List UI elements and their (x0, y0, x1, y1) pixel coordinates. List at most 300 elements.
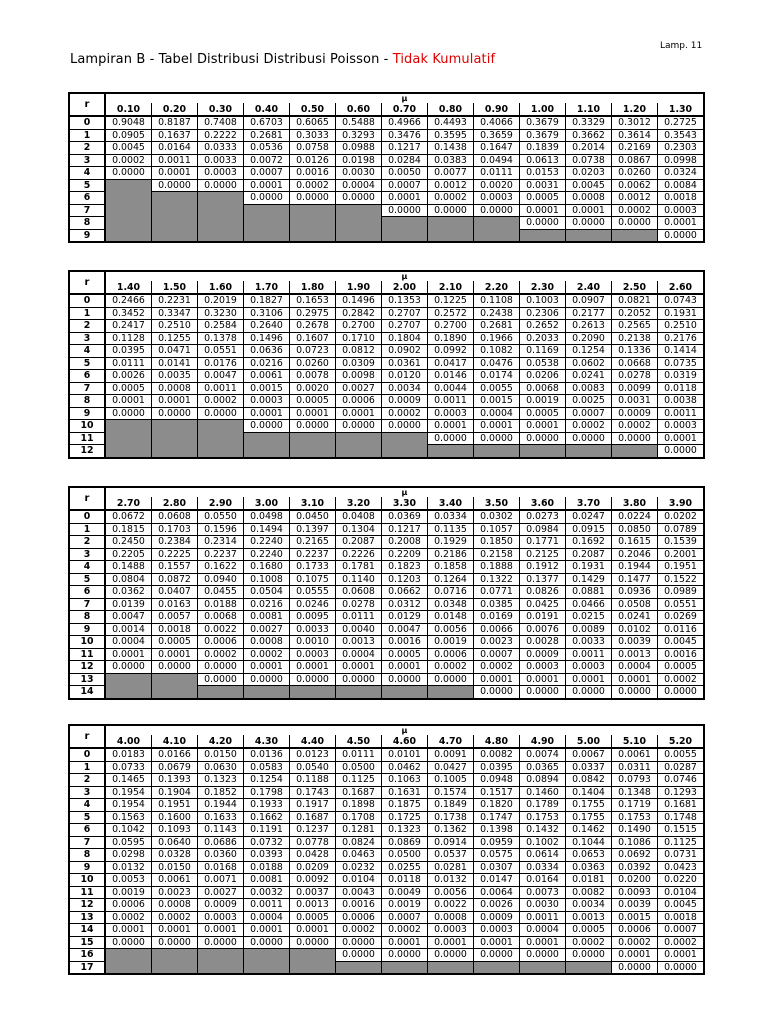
probability-cell: 0.0319 (658, 370, 705, 383)
probability-cell: 0.0164 (152, 142, 198, 155)
row-r-label: 10 (69, 874, 105, 887)
probability-cell: 0.0045 (658, 899, 705, 912)
probability-cell: 0.0022 (198, 623, 244, 636)
probability-cell: 0.0026 (474, 899, 520, 912)
probability-cell: 0.0050 (382, 167, 428, 180)
probability-cell: 0.0076 (520, 623, 566, 636)
probability-cell: 0.1929 (428, 536, 474, 549)
table-row (69, 407, 704, 420)
probability-cell: 0.0000 (658, 961, 705, 974)
table-row (69, 748, 704, 761)
probability-cell: 0.0191 (520, 611, 566, 624)
probability-cell: 0.0455 (198, 586, 244, 599)
row-r-label: 10 (69, 636, 105, 649)
mu-value: 3.80 (612, 497, 658, 510)
probability-cell: 0.0005 (152, 636, 198, 649)
empty-cell (105, 686, 152, 699)
empty-cell (152, 432, 198, 445)
probability-cell: 0.1429 (566, 573, 612, 586)
probability-cell: 0.0039 (612, 899, 658, 912)
probability-cell: 0.0019 (428, 636, 474, 649)
probability-cell: 0.0001 (198, 924, 244, 937)
mu-value: 3.00 (244, 497, 290, 510)
probability-cell: 0.1438 (428, 142, 474, 155)
mu-value: 4.80 (474, 735, 520, 748)
empty-cell (198, 229, 244, 242)
empty-cell (428, 445, 474, 458)
probability-cell: 0.0007 (474, 648, 520, 661)
probability-cell: 0.0000 (612, 961, 658, 974)
probability-cell: 0.0001 (520, 420, 566, 433)
probability-cell: 0.0575 (474, 849, 520, 862)
probability-cell: 0.1293 (658, 786, 705, 799)
probability-cell: 0.0047 (105, 611, 152, 624)
probability-cell: 0.0004 (612, 661, 658, 674)
probability-cell: 0.0001 (152, 167, 198, 180)
mu-value: 3.30 (382, 497, 428, 510)
probability-cell: 0.0602 (566, 357, 612, 370)
empty-cell (105, 179, 152, 192)
probability-cell: 0.0039 (612, 636, 658, 649)
page-label: Lamp. 11 (660, 41, 703, 51)
probability-cell: 0.2226 (336, 548, 382, 561)
table-row (69, 167, 704, 180)
row-r-label: 14 (69, 686, 105, 699)
empty-cell (290, 445, 336, 458)
probability-cell: 0.0044 (428, 382, 474, 395)
probability-cell: 0.0003 (520, 661, 566, 674)
mu-value: 3.40 (428, 497, 474, 510)
row-r-label: 11 (69, 432, 105, 445)
probability-cell: 0.0082 (566, 886, 612, 899)
probability-cell: 0.0000 (382, 204, 428, 217)
probability-cell: 0.1820 (474, 799, 520, 812)
table-row (69, 586, 704, 599)
probability-cell: 0.0988 (336, 142, 382, 155)
probability-cell: 0.0298 (105, 849, 152, 862)
probability-cell: 0.0014 (105, 623, 152, 636)
probability-cell: 0.0000 (474, 432, 520, 445)
probability-cell: 0.1517 (474, 786, 520, 799)
probability-cell: 0.0000 (428, 204, 474, 217)
table-row (69, 192, 704, 205)
empty-cell (382, 961, 428, 974)
probability-cell: 0.0015 (244, 382, 290, 395)
probability-cell: 0.0940 (198, 573, 244, 586)
probability-cell: 0.1378 (198, 332, 244, 345)
probability-cell: 0.1191 (244, 824, 290, 837)
empty-cell (105, 432, 152, 445)
probability-cell: 0.1647 (474, 142, 520, 155)
empty-cell (290, 949, 336, 962)
row-r-label: 13 (69, 673, 105, 686)
probability-cell: 0.1596 (198, 523, 244, 536)
header-row (69, 487, 704, 497)
probability-cell: 0.2008 (382, 536, 428, 549)
probability-cell: 0.0150 (152, 861, 198, 874)
row-r-label: 4 (69, 561, 105, 574)
probability-cell: 0.0001 (474, 936, 520, 949)
probability-cell: 0.0025 (566, 395, 612, 408)
probability-cell: 0.0216 (244, 598, 290, 611)
probability-cell: 0.0902 (382, 345, 428, 358)
probability-cell: 0.0000 (566, 949, 612, 962)
probability-cell: 0.3033 (290, 129, 336, 142)
empty-cell (198, 432, 244, 445)
probability-cell: 0.0738 (566, 154, 612, 167)
probability-cell: 0.0006 (336, 395, 382, 408)
probability-cell: 0.3662 (566, 129, 612, 142)
probability-cell: 0.1539 (658, 536, 705, 549)
r-header: r (69, 725, 105, 748)
probability-cell: 0.2303 (658, 142, 705, 155)
row-r-label: 10 (69, 420, 105, 433)
probability-cell: 0.0018 (658, 911, 705, 924)
probability-cell: 0.0101 (382, 748, 428, 761)
probability-cell: 0.0000 (520, 686, 566, 699)
probability-cell: 0.0007 (382, 179, 428, 192)
empty-cell (336, 217, 382, 230)
probability-cell: 0.0000 (244, 673, 290, 686)
probability-cell: 0.0072 (244, 154, 290, 167)
probability-cell: 0.0002 (290, 179, 336, 192)
probability-cell: 0.1002 (520, 836, 566, 849)
probability-cell: 0.0016 (382, 636, 428, 649)
probability-cell: 0.0089 (566, 623, 612, 636)
row-r-label: 2 (69, 536, 105, 549)
probability-cell: 0.2306 (520, 307, 566, 320)
probability-cell: 0.0004 (336, 179, 382, 192)
row-r-label: 2 (69, 320, 105, 333)
probability-cell: 0.0001 (382, 192, 428, 205)
probability-cell: 0.0001 (474, 420, 520, 433)
mu-value: 0.70 (382, 103, 428, 116)
probability-cell: 0.0002 (612, 420, 658, 433)
probability-cell: 0.1748 (658, 811, 705, 824)
row-r-label: 6 (69, 192, 105, 205)
probability-cell: 0.0011 (428, 395, 474, 408)
row-r-label: 3 (69, 332, 105, 345)
probability-cell: 0.1515 (658, 824, 705, 837)
empty-cell (290, 961, 336, 974)
probability-cell: 0.0476 (474, 357, 520, 370)
probability-cell: 0.1082 (474, 345, 520, 358)
probability-cell: 0.0099 (612, 382, 658, 395)
probability-cell: 0.0007 (658, 924, 705, 937)
probability-cell: 0.0009 (474, 911, 520, 924)
row-r-label: 2 (69, 142, 105, 155)
row-r-label: 9 (69, 407, 105, 420)
probability-cell: 0.3614 (612, 129, 658, 142)
empty-cell (290, 686, 336, 699)
probability-cell: 0.1063 (382, 774, 428, 787)
mu-value: 2.20 (474, 281, 520, 294)
mu-value: 0.50 (290, 103, 336, 116)
header-row (69, 271, 704, 281)
probability-cell: 0.0278 (336, 598, 382, 611)
empty-cell (612, 445, 658, 458)
empty-cell (105, 445, 152, 458)
probability-cell: 0.0104 (336, 874, 382, 887)
empty-cell (290, 204, 336, 217)
table-row (69, 357, 704, 370)
probability-cell: 0.0002 (244, 648, 290, 661)
probability-cell: 0.0020 (290, 382, 336, 395)
mu-value: 4.40 (290, 735, 336, 748)
probability-cell: 0.9048 (105, 116, 152, 129)
mu-value: 2.90 (198, 497, 244, 510)
probability-cell: 0.0001 (152, 924, 198, 937)
probability-cell: 0.2158 (474, 548, 520, 561)
probability-cell: 0.1414 (658, 345, 705, 358)
probability-cell: 0.0333 (198, 142, 244, 155)
probability-cell: 0.0006 (428, 648, 474, 661)
probability-cell: 0.0302 (474, 510, 520, 523)
empty-cell (336, 686, 382, 699)
probability-cell: 0.0000 (244, 420, 290, 433)
probability-cell: 0.2700 (428, 320, 474, 333)
probability-cell: 0.3452 (105, 307, 152, 320)
empty-cell (198, 204, 244, 217)
probability-cell: 0.0000 (105, 936, 152, 949)
probability-cell: 0.1125 (658, 836, 705, 849)
probability-cell: 0.0045 (658, 636, 705, 649)
probability-cell: 0.1323 (198, 774, 244, 787)
probability-cell: 0.0009 (198, 899, 244, 912)
probability-cell: 0.0246 (290, 598, 336, 611)
probability-cell: 0.2125 (520, 548, 566, 561)
mu-value: 1.00 (520, 103, 566, 116)
probability-cell: 0.2052 (612, 307, 658, 320)
probability-cell: 0.0163 (152, 598, 198, 611)
probability-cell: 0.0013 (612, 648, 658, 661)
mu-values-row (69, 103, 704, 116)
probability-cell: 0.0824 (336, 836, 382, 849)
probability-cell: 0.0001 (658, 432, 705, 445)
table-row (69, 129, 704, 142)
probability-cell: 0.0132 (105, 861, 152, 874)
probability-cell: 0.0000 (612, 432, 658, 445)
empty-cell (290, 217, 336, 230)
probability-cell: 0.0583 (244, 761, 290, 774)
probability-cell: 0.2510 (152, 320, 198, 333)
probability-cell: 0.0081 (244, 611, 290, 624)
empty-cell (198, 217, 244, 230)
probability-cell: 0.0383 (428, 154, 474, 167)
probability-cell: 0.2466 (105, 294, 152, 307)
probability-cell: 0.0001 (428, 936, 474, 949)
probability-cell: 0.0003 (290, 648, 336, 661)
probability-cell: 0.1951 (152, 799, 198, 812)
table-row (69, 345, 704, 358)
probability-cell: 0.1875 (382, 799, 428, 812)
row-r-label: 6 (69, 824, 105, 837)
probability-cell: 0.2975 (290, 307, 336, 320)
probability-cell: 0.0392 (612, 861, 658, 874)
probability-cell: 0.0001 (105, 395, 152, 408)
probability-cell: 0.0278 (612, 370, 658, 383)
probability-cell: 0.0003 (198, 911, 244, 924)
probability-cell: 0.0423 (658, 861, 705, 874)
probability-cell: 0.0004 (244, 911, 290, 924)
table-row (69, 686, 704, 699)
probability-cell: 0.0001 (520, 936, 566, 949)
probability-cell: 0.0000 (658, 445, 705, 458)
probability-cell: 0.0037 (290, 886, 336, 899)
probability-cell: 0.1912 (520, 561, 566, 574)
row-r-label: 3 (69, 786, 105, 799)
probability-cell: 0.0462 (382, 761, 428, 774)
probability-cell: 0.0053 (105, 874, 152, 887)
probability-cell: 0.0074 (520, 748, 566, 761)
r-header: r (69, 93, 105, 116)
row-r-label: 9 (69, 861, 105, 874)
poisson-table-3 (68, 486, 705, 700)
probability-cell: 0.0998 (658, 154, 705, 167)
probability-cell: 0.2681 (244, 129, 290, 142)
probability-cell: 0.0959 (474, 836, 520, 849)
empty-cell (566, 445, 612, 458)
mu-value: 3.10 (290, 497, 336, 510)
r-header: r (69, 271, 105, 294)
row-r-label: 7 (69, 598, 105, 611)
probability-cell: 0.0001 (105, 648, 152, 661)
probability-cell: 0.2314 (198, 536, 244, 549)
probability-cell: 0.1490 (612, 824, 658, 837)
probability-cell: 0.0019 (105, 886, 152, 899)
probability-cell: 0.1815 (105, 523, 152, 536)
table-row (69, 899, 704, 912)
mu-value: 1.70 (244, 281, 290, 294)
probability-cell: 0.1203 (382, 573, 428, 586)
probability-cell: 0.0001 (244, 661, 290, 674)
empty-cell (428, 229, 474, 242)
probability-cell: 0.0141 (152, 357, 198, 370)
probability-cell: 0.0723 (290, 345, 336, 358)
probability-cell: 0.0028 (520, 636, 566, 649)
probability-cell: 0.0793 (612, 774, 658, 787)
probability-cell: 0.0000 (474, 686, 520, 699)
table-row (69, 598, 704, 611)
mu-value: 1.60 (198, 281, 244, 294)
probability-cell: 0.1823 (382, 561, 428, 574)
table-row (69, 332, 704, 345)
probability-cell: 0.0018 (658, 192, 705, 205)
probability-cell: 0.2014 (566, 142, 612, 155)
probability-cell: 0.0005 (520, 192, 566, 205)
probability-cell: 0.0309 (336, 357, 382, 370)
row-r-label: 3 (69, 548, 105, 561)
probability-cell: 0.0000 (152, 407, 198, 420)
empty-cell (520, 961, 566, 974)
probability-cell: 0.0001 (428, 420, 474, 433)
probability-cell: 0.0092 (290, 874, 336, 887)
probability-cell: 0.0005 (658, 661, 705, 674)
probability-cell: 0.0000 (336, 936, 382, 949)
probability-cell: 0.0031 (520, 179, 566, 192)
table-row (69, 836, 704, 849)
probability-cell: 0.0001 (658, 217, 705, 230)
probability-cell: 0.0104 (658, 886, 705, 899)
probability-cell: 0.0002 (105, 911, 152, 924)
table-row (69, 824, 704, 837)
probability-cell: 0.0068 (198, 611, 244, 624)
probability-cell: 0.1393 (152, 774, 198, 787)
probability-cell: 0.0504 (244, 586, 290, 599)
probability-cell: 0.2186 (428, 548, 474, 561)
probability-cell: 0.1890 (428, 332, 474, 345)
table-row (69, 510, 704, 523)
probability-cell: 0.0360 (198, 849, 244, 862)
probability-cell: 0.0005 (105, 382, 152, 395)
empty-cell (244, 949, 290, 962)
probability-cell: 0.2033 (520, 332, 566, 345)
probability-cell: 0.1496 (336, 294, 382, 307)
probability-cell: 0.0061 (612, 748, 658, 761)
probability-cell: 0.2417 (105, 320, 152, 333)
probability-cell: 0.0992 (428, 345, 474, 358)
empty-cell (566, 961, 612, 974)
probability-cell: 0.0735 (658, 357, 705, 370)
mu-value: 2.80 (152, 497, 198, 510)
probability-cell: 0.0002 (566, 420, 612, 433)
probability-cell: 0.2572 (428, 307, 474, 320)
mu-value: 5.20 (658, 735, 705, 748)
empty-cell (566, 229, 612, 242)
probability-cell: 0.0023 (152, 886, 198, 899)
probability-cell: 0.0002 (428, 661, 474, 674)
probability-cell: 0.1917 (290, 799, 336, 812)
table-row (69, 861, 704, 874)
probability-cell: 0.1687 (290, 811, 336, 824)
probability-cell: 0.0034 (382, 382, 428, 395)
poisson-table-1 (68, 92, 705, 243)
probability-cell: 0.1217 (382, 142, 428, 155)
probability-cell: 0.1362 (428, 824, 474, 837)
probability-cell: 0.0091 (428, 748, 474, 761)
probability-cell: 0.0003 (428, 407, 474, 420)
mu-value: 2.30 (520, 281, 566, 294)
probability-cell: 0.0018 (152, 623, 198, 636)
probability-cell: 0.1304 (336, 523, 382, 536)
probability-cell: 0.2205 (105, 548, 152, 561)
empty-cell (105, 949, 152, 962)
empty-cell (152, 192, 198, 205)
probability-cell: 0.0989 (658, 586, 705, 599)
probability-cell: 0.0498 (244, 510, 290, 523)
probability-cell: 0.0595 (105, 836, 152, 849)
probability-cell: 0.0538 (520, 357, 566, 370)
probability-cell: 0.0000 (152, 661, 198, 674)
probability-cell: 0.0008 (152, 899, 198, 912)
row-r-label: 5 (69, 179, 105, 192)
probability-cell: 0.4493 (428, 116, 474, 129)
table-row (69, 786, 704, 799)
probability-cell: 0.0494 (474, 154, 520, 167)
table-row (69, 445, 704, 458)
empty-cell (105, 673, 152, 686)
probability-cell: 0.0008 (566, 192, 612, 205)
probability-cell: 0.0001 (152, 395, 198, 408)
probability-cell: 0.0427 (428, 761, 474, 774)
empty-cell (428, 961, 474, 974)
mu-value: 1.20 (612, 103, 658, 116)
poisson-table-4 (68, 724, 705, 975)
probability-cell: 0.0001 (658, 949, 705, 962)
probability-cell: 0.0789 (658, 523, 705, 536)
probability-cell: 0.0000 (566, 432, 612, 445)
probability-cell: 0.0826 (520, 586, 566, 599)
